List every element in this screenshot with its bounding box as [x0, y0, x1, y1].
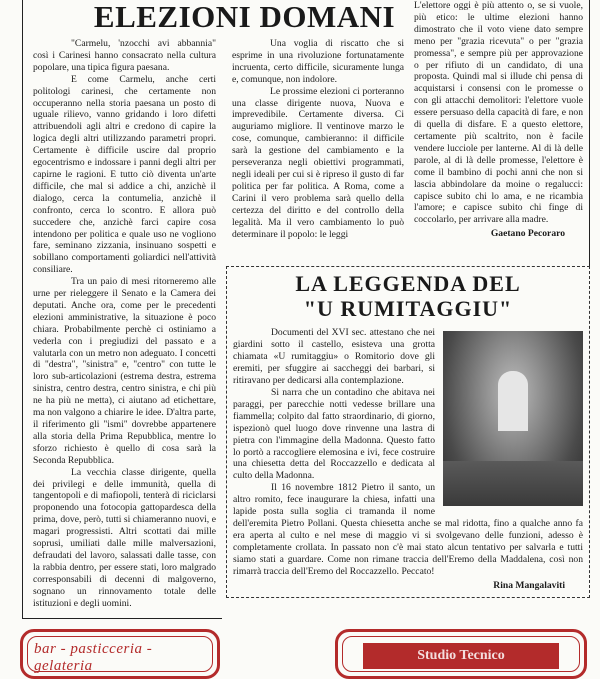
- ad-studio-inner-border: [342, 636, 580, 672]
- paragraph: Si narra che un contadino che abitava nei paraggi, per parecchie notti vedesse brillare una fiammella; colpito dal fatto straordinario, di giorno, ispezionò quel luogo dove rinvenne una lastra di pietra con l'immagine della Madonna. Questo fatto lo portò a raccogliere elemosina e ivi, fece costruire una chiesetta detta del Roccazzello e dedicata al culto della Madonna.: [233, 387, 435, 482]
- ad-bar-text: bar - pasticceria - gelateria: [34, 640, 153, 674]
- paragraph: La vecchia classe dirigente, quella dei privilegi e delle immunità, quella di tangentopoli e di mafiopoli, tenterà di riciclarsi proponendo una fotocopia gattopardesca della prima, dove, però, tutti si chiameranno nuovi, e magari progressisti. Altri scottati dai mille soprusi, umiliati dalle mille malversazioni, defraudati del lavoro, salassati dalle tasse, con la rabbia dentro, per essere stati, loro malgrado corresponsabili di decenni di malgoverno, sognano un rinnovamento totale delle istituzioni e degli uomini.: [33, 466, 216, 609]
- legend-title-line-1: LA LEGGENDA DEL: [295, 271, 521, 297]
- legend-title: [233, 271, 583, 321]
- paragraph: "Carmelu, 'nzocchi avi abbannia" così i Carinesi hanno consacrato nella cultura popolare, una tipica figura paesana.: [33, 38, 216, 73]
- ads-row: [20, 629, 587, 679]
- paragraph: L'elettore oggi è più attento o, se si vuole, più etico: le ultime elezioni hanno dimostrato che il voto viene dato sempre meno per "grazia ricevuta" o per "grazia promessa", e sempre più per approvazione o per rifiuto di un candidato, di una proposta. Quindi mal si illude chi pensa di acquistarsi i consensi con le promesse o con gli attacchi demolitori: l'elettore vuole essere persuaso della capacità di fare, e non di quella di disfare. E a questo elettore, certamente più scaltrito, non è facile vendere lucciole per lanterne. Al di là delle parole, al di là delle promesse, l'elettore è come il bambino di pochi anni che non si lascia abbindolare da moine o regalucci: capisce subito chi lo ama, e ne ricambia l'amore; e capisce subito chi finge di coccolarlo, per arrivare alla madre.: [414, 0, 583, 226]
- article-title: ELEZIONI DOMANI: [22, 0, 406, 38]
- ad-bar-inner-border: [27, 636, 213, 672]
- chapel-photo: [443, 331, 583, 506]
- ad-bar-pasticceria: [20, 629, 220, 679]
- paragraph: Le prossime elezioni ci porteranno una classe dirigente nuova, Nuova e imprevedibile. Certamente diversa. Ci auguriamo migliore. Il ventinove marzo le cose, comunque, cambieranno: il difficile sarà la gestione del cambiamento e la perseveranza negli obiettivi programmati, negli ideali per cui si è ripreso il gusto di far politica per far politica. A Roma, come a Carini il vero problema sarà quello della certezza del diritto e del controllo della legalità. Ma il vero cambiamento lo può determinare il popolo: le leggi: [232, 85, 404, 240]
- author-signature: Gaetano Pecoraro: [490, 228, 565, 240]
- ad-studio-tecnico: [335, 629, 587, 679]
- paragraph: Tra un paio di mesi ritorneremo alle urne per rieleggere il Senato e la Camera dei deputati. Anche ora, come per le precedenti elezioni amministrative, la situazione è poco chiara. Probabilmente perchè ci ostiniamo a vederla con i pregiudizi del passato e a valutarla con un metro non adeguato. I concetti di "destra", "sinistra" e, "centro" con tutte le loro sub-articolazioni (estrema destra, estrema sinistra, centro destra, centro sinistra, e chi più ne ha più ne metta), ci aiutano ad etichettare, ma non valgono a chiarire le idee. D'altra parte, il riferimento gli "ismi" dovrebbe appartenere alla storia della Prima Repubblica, mentre lo sforzo richiesto è quello di cosa sarà la Seconda Repubblica.: [33, 276, 216, 466]
- legend-title-line-2: "U RUMITAGGIU": [303, 296, 513, 322]
- article-column-3: [410, 0, 590, 266]
- altar: [498, 371, 528, 431]
- newspaper-page: [22, 0, 590, 619]
- paragraph: Una voglia di riscatto che si esprime in una rivoluzione fortunatamente incruenta, certo difficile, sicuramente lunga e, comunque, non indolore.: [232, 38, 404, 85]
- legend-article-box: [226, 266, 590, 598]
- paragraph: E come Carmelu, anche certi politologi carinesi, che certamente non occuperanno nella storia paesana un posto di uguale rilievo, vanno gridando i loro difetti attribuendoli agli altri e credono di capire la logica degli altri utilizzando parametri propri. Certamente è difficile uscire dal proprio egocentrismo e indossare i panni degli altri per capirne le ragioni. E tutto ciò diventa un'arte difficile, che mal si addice a chi, anzichè il dialogo, cerca la contumelia, anzichè il confronto, cerca lo scontro. E allora può succedere che, anzichè farci capire cosa intendono per politica e quale uso ne vogliono fare, seminano zizzania, insinuano sospetti e sobillano comportamenti goliardici nell'attività consiliare.: [33, 73, 216, 276]
- paragraph: Il 16 novembre 1812 Pietro il santo, un altro romito, fece inaugurare la chiesa, infatti una lapide posta sulla soglia ci tramanda il nome dell'eremita Pietro Pollani. Questa chiesetta anche se mal ridotta, fino a qualche anno fa era aperta al culto e nel mese di maggio vi si svolgevano delle funzioni, adesso è completamente crollata. In passato non c'è mai stato alcun tentativo per salvarla e tutti siamo stati a guardare. Come non rimane traccia dell'Eremo della Maddalena, così non rimarrà traccia dell'Eremo del Roccazzello. Peccato!: [233, 482, 583, 577]
- article-column-2: [226, 38, 406, 266]
- author-signature: Rina Mangalaviti: [493, 579, 565, 591]
- ad-studio-text: Studio Tecnico: [363, 643, 559, 669]
- legend-article-body: [233, 327, 583, 591]
- article-column-1: [22, 38, 222, 619]
- paragraph: Documenti del XVI sec. attestano che nei giardini sotto il castello, esisteva una grotta chiamata «U rumitaggiu» o Romitorio dove gli eremiti, per sfuggire ai saccheggi dei barbari, si ritiravano per dedicarsi alla contemplazione.: [233, 327, 435, 387]
- floor: [443, 461, 583, 506]
